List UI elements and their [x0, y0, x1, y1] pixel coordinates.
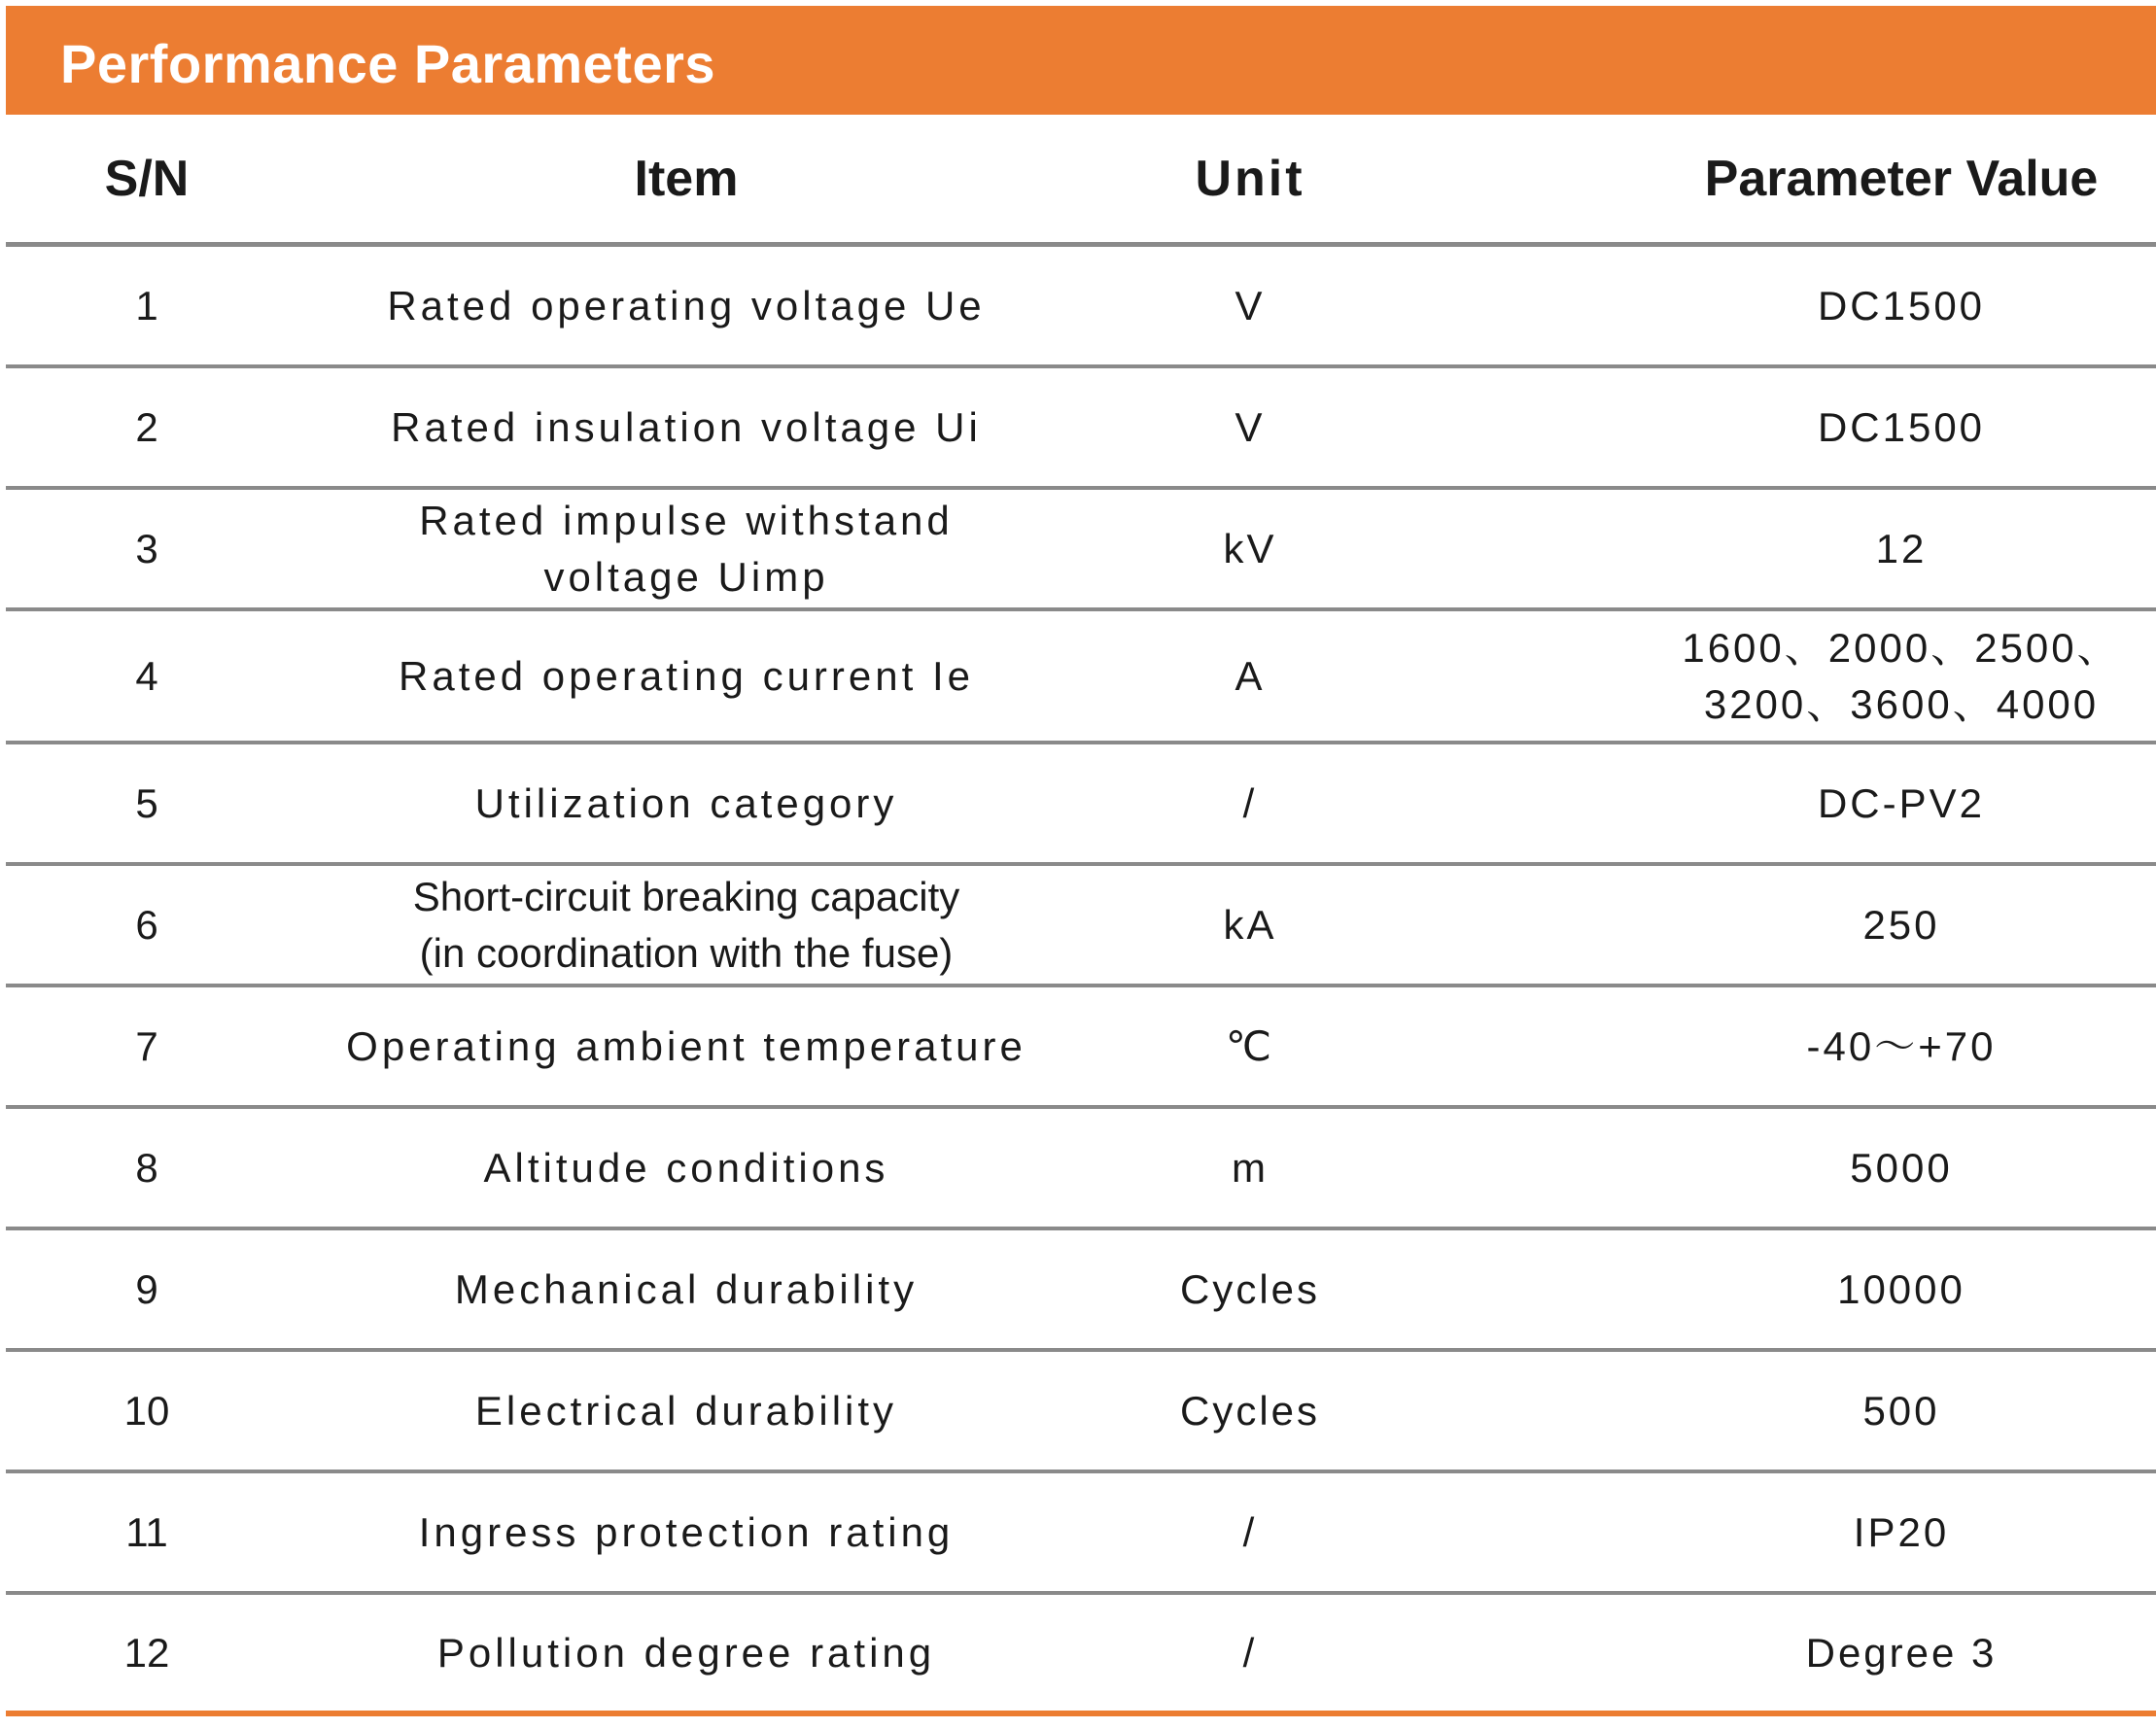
- row-value: Degree 3: [1805, 1629, 1998, 1676]
- row-value: 500: [1862, 1387, 1940, 1434]
- table-row: [6, 611, 2156, 744]
- row-unit: m: [1232, 1144, 1269, 1191]
- table-row: [6, 490, 2156, 611]
- table-row: [6, 1352, 2156, 1473]
- title-banner: [6, 6, 2156, 115]
- row-sn: 1: [135, 282, 158, 329]
- parameters-table: [6, 115, 2156, 1716]
- row-value: 250: [1862, 901, 1940, 948]
- row-sn: 3: [135, 525, 158, 571]
- row-value: 12: [1875, 525, 1928, 571]
- row-item: Operating ambient temperature: [346, 1022, 1026, 1069]
- row-sn: 11: [125, 1508, 168, 1555]
- row-sn: 5: [135, 779, 158, 826]
- table-row: [6, 987, 2156, 1109]
- row-unit: Cycles: [1179, 1265, 1321, 1312]
- row-unit: /: [1242, 1629, 1258, 1676]
- row-sn: 7: [135, 1022, 158, 1069]
- row-item: Rated operating voltage Ue: [387, 282, 986, 329]
- row-unit: Cycles: [1179, 1387, 1321, 1434]
- table-row: [6, 1109, 2156, 1230]
- row-item: Altitude conditions: [483, 1144, 889, 1191]
- row-unit: V: [1234, 403, 1266, 450]
- row-item: Short-circuit breaking capacity (in coordination with the fuse): [412, 873, 960, 976]
- row-unit: A: [1234, 652, 1266, 699]
- row-item: Rated operating current Ie: [399, 652, 974, 699]
- row-value: 1600、2000、2500、 3200、3600、4000: [1682, 624, 2121, 727]
- row-item: Mechanical durability: [454, 1265, 919, 1312]
- row-item: Rated impulse withstand voltage Uimp: [419, 497, 954, 600]
- row-sn: 10: [123, 1387, 170, 1434]
- row-sn: 8: [135, 1144, 158, 1191]
- table-row: [6, 1230, 2156, 1352]
- header-unit: Unit: [1195, 150, 1305, 207]
- row-unit: ℃: [1225, 1022, 1275, 1069]
- row-value: -40～+70: [1806, 1022, 1997, 1069]
- table-row: [6, 368, 2156, 490]
- row-sn: 4: [135, 652, 158, 699]
- header-sn: S/N: [104, 150, 190, 207]
- row-unit: /: [1242, 779, 1258, 826]
- row-value: 10000: [1837, 1265, 1965, 1312]
- row-item: Utilization category: [474, 779, 898, 826]
- header-item: Item: [634, 150, 739, 207]
- row-item: Rated insulation voltage Ui: [391, 403, 982, 450]
- row-value: DC1500: [1817, 282, 1986, 329]
- row-value: 5000: [1850, 1144, 1953, 1191]
- table-row: [6, 1595, 2156, 1716]
- row-sn: 12: [123, 1629, 170, 1676]
- row-value: DC1500: [1817, 403, 1986, 450]
- table-row: [6, 1473, 2156, 1595]
- row-unit: kV: [1223, 525, 1277, 571]
- row-sn: 9: [135, 1265, 158, 1312]
- row-value: DC-PV2: [1817, 779, 1986, 826]
- page-title: Performance Parameters: [60, 33, 716, 94]
- row-sn: 2: [135, 403, 158, 450]
- header-value: Parameter Value: [1704, 150, 2099, 207]
- row-unit: V: [1234, 282, 1266, 329]
- table-row: [6, 247, 2156, 368]
- row-item: Pollution degree rating: [436, 1629, 936, 1676]
- row-item: Ingress protection rating: [418, 1508, 955, 1555]
- row-unit: kA: [1223, 901, 1277, 948]
- table-row: [6, 744, 2156, 866]
- row-item: Electrical durability: [474, 1387, 898, 1434]
- table-row: [6, 866, 2156, 987]
- row-unit: /: [1242, 1508, 1258, 1555]
- row-sn: 6: [135, 901, 158, 948]
- row-value: IP20: [1853, 1508, 1950, 1555]
- table-header: [6, 115, 2156, 247]
